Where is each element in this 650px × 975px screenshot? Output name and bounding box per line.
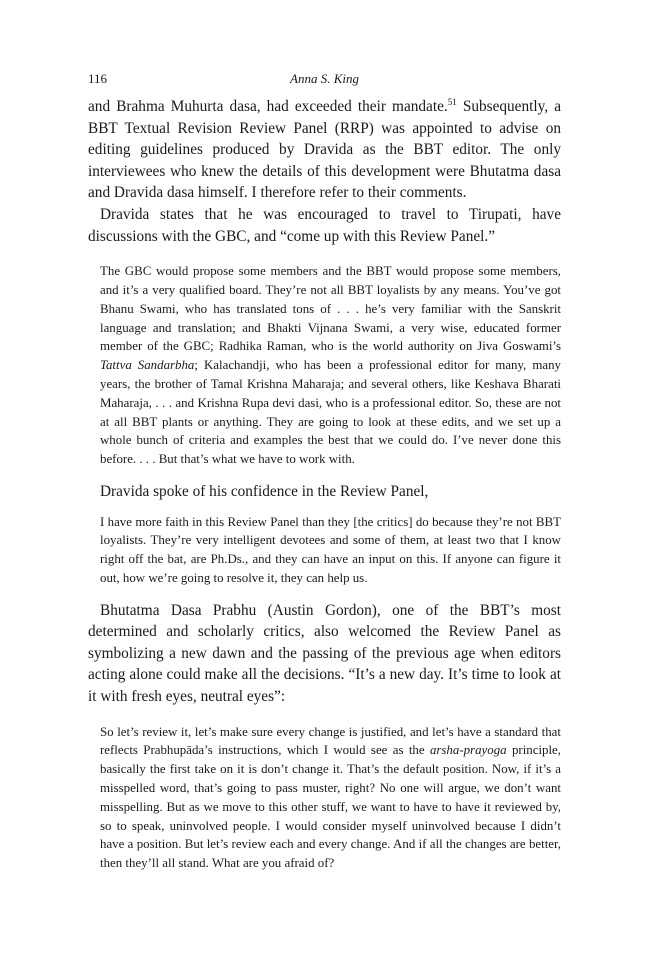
- paragraph-1: [88, 96, 561, 204]
- block-quote-2: I have more faith in this Review Panel than they [the critics] do because they’re not BBT loyalists. They’re very intelligent devotees and some of them, at least two that I know right off the bat, are Ph.Ds., and they can have an input on this. If anyone can figure it out, how we’re going to resolve it, they can help us.: [100, 514, 561, 585]
- book-title: Tattva Sandarbha: [100, 358, 195, 373]
- page-body: [88, 96, 561, 873]
- paragraph-3: Dravida spoke of his confidence in the Review Panel,: [100, 482, 429, 500]
- block-quote-3-text-b: principle, basically the first take on it is don’t change it. That’s the default position. Now, if it’s a misspelled word, that’s going to pass muster, right? No one will argue, we don’t want misspelling. But as we move to this other stuff, we want to have to have it reviewed by, so to speak, uninvolved people. I would consider myself uninvolved because I didn’t have a position. But let’s review each and every change. And if all the changes are better, then they’ll all stand. What are you afraid of?: [100, 743, 561, 871]
- footnote-reference: 51: [447, 96, 457, 107]
- paragraph-4: Bhutatma Dasa Prabhu (Austin Gordon), one of the BBT’s most determined and scholarly critics, also welcomed the Review Panel as symbolizing a new dawn and the passing of the previous age when editors acting alone could make all the decisions. “It’s a new day. It’s time to look at it with fresh eyes, neutral eyes”:: [88, 601, 561, 706]
- sanskrit-term: arsha-prayoga: [429, 743, 507, 758]
- block-quote-3: [100, 723, 561, 873]
- page-number: 116: [88, 71, 108, 86]
- block-quote-1: [100, 262, 561, 469]
- paragraph-1-text-a: and Brahma Muhurta dasa, had exceeded their mandate.: [88, 98, 448, 115]
- block-quote-3-text-a: So let’s review it, let’s make sure every change is justified, and let’s have a standard that reflects Prabhupāda’s instructions, which I would see as the: [100, 724, 561, 758]
- block-quote-1-text-b: ; Kalachandji, who has been a professional editor for many, many years, the brother of Tamal Krishna Maharaja; and several others, like Keshava Bharati Maharaja, . . . and Krishna Rupa devi dasi, who is a professional editor. So, these are not at all BBT plants or anything. They are going to look at these edits, and we set up a whole bunch of criteria and examples the best that we could do. I’ve never done this before. . . . But that’s what we have to work with.: [100, 358, 561, 467]
- page-header: [88, 70, 561, 88]
- block-quote-1-text-a: The GBC would propose some members and the BBT would propose some members, and it’s a very qualified board. They’re not all BBT loyalists by any means. You’ve got Bhanu Swami, who has translated tons of . . . he’s very familiar with the Sanskrit language and translation; and Bhakti Vijnana Swami, a very wise, educated former member of the GBC; Radhika Raman, who is the world authority on Jiva Goswami’s: [100, 264, 561, 354]
- paragraph-2: Dravida states that he was encouraged to travel to Tirupati, have discussions with the GBC, and “come up with this Review Panel.”: [88, 205, 561, 245]
- running-head: Anna S. King: [290, 71, 359, 86]
- paragraph-1-text-b: Subsequently, a BBT Textual Revision Review Panel (RRP) was appointed to advise on editing guidelines produced by Dravida as the BBT editor. The only interviewees who knew the details of this development were Bhutatma dasa and Dravida dasa himself. I therefore refer to their comments.: [88, 98, 561, 202]
